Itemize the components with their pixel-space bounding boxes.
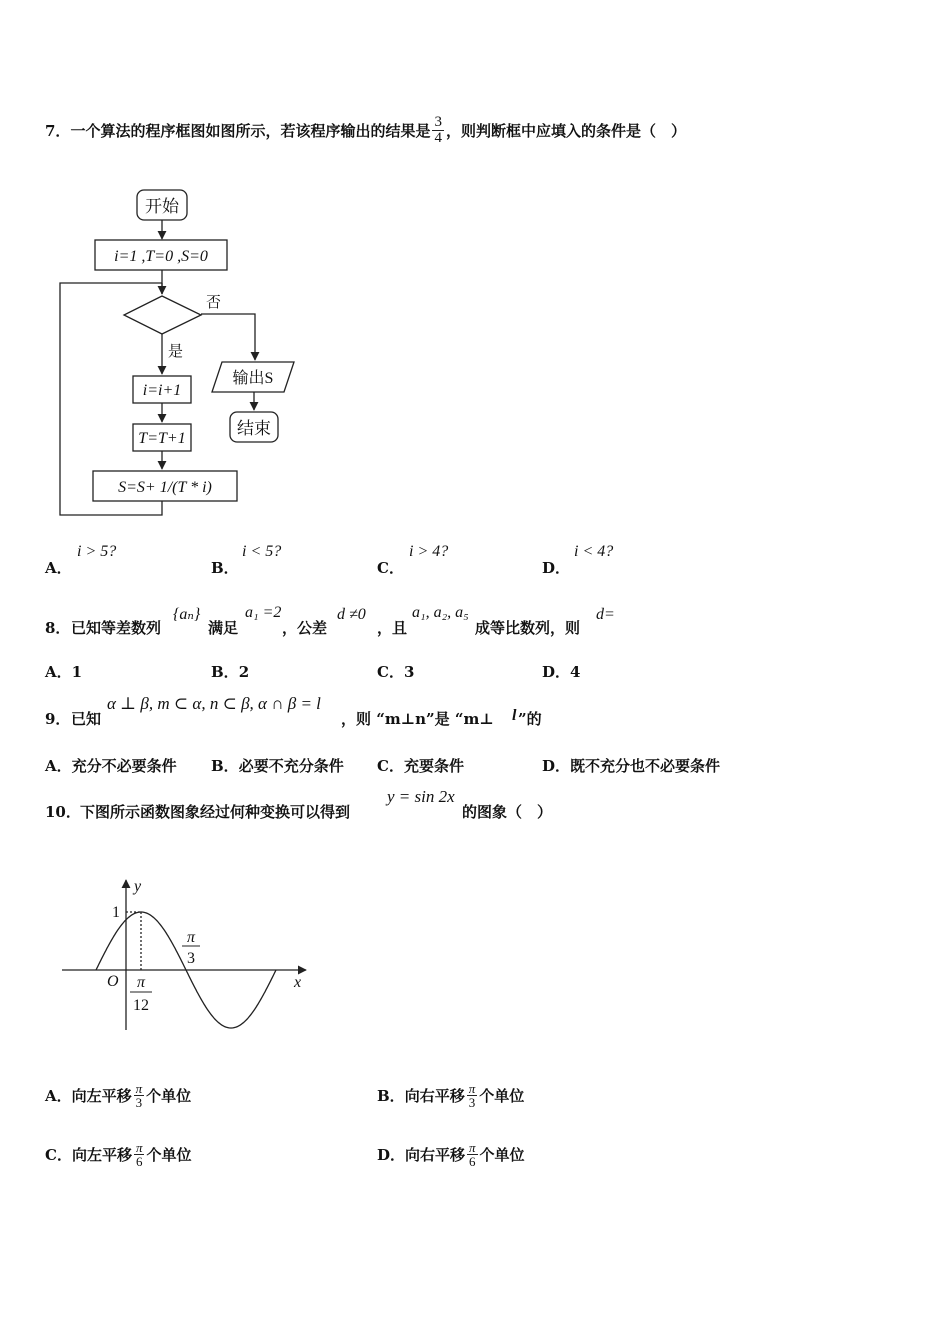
q10-option-b-den: 3	[468, 1095, 476, 1110]
q7-option-d-label: D．	[542, 559, 571, 577]
q10-text-1: 下图所示函数图象经过何种变换可以得到	[80, 803, 351, 821]
q8-text-4: ，且	[377, 619, 408, 637]
q8-condition-1: a₁ =2	[245, 604, 282, 621]
tick-one-label: 1	[112, 904, 120, 921]
q10-option-a-pre: 向左平移	[71, 1087, 132, 1105]
q8-option-a-label: A．	[45, 663, 72, 681]
q10-option-a-den: 3	[135, 1095, 143, 1110]
q9-option-d-text: 既不充分也不必要条件	[570, 757, 721, 775]
q9-number: 9．	[45, 710, 71, 728]
q8-text-1: 已知等差数列	[71, 619, 162, 637]
q10-option-a-fraction	[134, 1082, 145, 1109]
q10-option-d-fraction	[467, 1141, 478, 1168]
flow-output-label: 输出S	[232, 370, 274, 387]
q8-number: 8．	[45, 619, 71, 637]
q10-option-c-label: C．	[45, 1146, 72, 1164]
q8-ask: d=	[596, 606, 615, 623]
q8-option-c-text: 3	[403, 663, 415, 681]
q10-option-b-pre: 向右平移	[404, 1087, 465, 1105]
flow-init-label: i=1 ,T=0 ,S=0	[114, 248, 208, 265]
q7-number: 7．	[45, 121, 71, 140]
flow-yes-label: 是	[168, 344, 184, 360]
flow-start-label: 开始	[145, 197, 179, 216]
q10-option-b-fraction	[467, 1082, 478, 1109]
q10-option-d[interactable]	[377, 1141, 525, 1168]
tick-pi-3-denominator: 3	[187, 950, 195, 967]
q8-option-a[interactable]	[45, 661, 82, 682]
q7-frac-num: 3	[434, 113, 442, 130]
q7-frac-den: 4	[434, 129, 442, 146]
q7-option-b-label: B．	[211, 559, 239, 577]
q7-text-a: 一个算法的程序框图如图所示，若该程序输出的结果是	[70, 121, 431, 140]
q7-text-b: ，则判断框中应填入的条件是（ ）	[445, 121, 686, 140]
q8-option-c-label: C．	[377, 663, 404, 681]
q9-option-d-label: D．	[542, 757, 571, 775]
q8-text-2: 满足	[208, 619, 239, 637]
q8-option-d-text: 4	[570, 663, 581, 681]
q10-option-b-label: B．	[377, 1087, 405, 1105]
q10-option-c-fraction	[134, 1141, 145, 1168]
tick-pi-3-numerator: π	[186, 929, 196, 946]
q7-option-d-expr: i < 4?	[574, 543, 614, 560]
q9-option-d[interactable]	[542, 755, 720, 776]
q10-option-a-post: 个单位	[146, 1087, 192, 1105]
origin-label: O	[107, 973, 119, 990]
q8-option-c[interactable]	[377, 661, 414, 682]
q10-option-a-label: A．	[45, 1087, 72, 1105]
q9-option-c[interactable]	[377, 755, 464, 776]
q7-flowchart	[0, 0, 950, 560]
q9-text-1: 已知	[71, 710, 102, 728]
sine-curve	[96, 912, 276, 1028]
flow-step1-label: i=i+1	[142, 382, 182, 399]
flow-decision-diamond	[124, 296, 201, 334]
q7-option-b-expr: i < 5?	[242, 543, 282, 560]
q9-text-2: ，则 “m⊥n”是 “m⊥	[341, 710, 494, 728]
q8-option-b-text: 2	[238, 663, 250, 681]
q10-number: 10．	[45, 803, 81, 821]
q9-option-b[interactable]	[211, 755, 344, 776]
q8-text-3: ，公差	[282, 619, 328, 637]
tick-pi-12-numerator: π	[136, 974, 146, 991]
q9-condition: α ⊥ β, m ⊂ α, n ⊂ β, α ∩ β = l	[107, 694, 321, 713]
q10-option-c-den: 6	[135, 1154, 143, 1169]
q7-option-a-label: A．	[45, 559, 72, 577]
q8-option-b[interactable]	[211, 661, 249, 682]
q8-option-a-text: 1	[71, 663, 83, 681]
flow-step3-label: S=S+ 1/(T * i)	[118, 479, 212, 496]
q9-option-b-text: 必要不充分条件	[238, 757, 344, 775]
tick-pi-12-denominator: 12	[133, 997, 149, 1014]
q10-option-c-post: 个单位	[146, 1146, 192, 1164]
q10-option-d-post: 个单位	[479, 1146, 525, 1164]
q8-stem	[45, 604, 745, 640]
flow-step2-label: T=T+1	[138, 430, 186, 447]
q8-option-d-label: D．	[542, 663, 571, 681]
q8-text-5: 成等比数列，则	[475, 619, 581, 637]
q7-option-c-label: C．	[377, 559, 404, 577]
q8-condition-2: d ≠0	[337, 606, 366, 623]
q10-option-d-pre: 向右平移	[405, 1146, 466, 1164]
q10-option-b[interactable]	[377, 1082, 524, 1109]
q10-option-b-num: π	[468, 1081, 476, 1096]
q8-option-d[interactable]	[542, 661, 580, 682]
q8-condition-3: a₁, a₂, a₅	[412, 604, 469, 621]
q9-option-a-text: 充分不必要条件	[71, 757, 177, 775]
q10-option-c-num: π	[135, 1140, 143, 1155]
y-axis-label: y	[134, 878, 142, 895]
q10-stem	[45, 787, 745, 823]
q8-sequence: {aₙ}	[173, 606, 201, 623]
q9-l: l	[512, 707, 517, 724]
q9-option-c-label: C．	[377, 757, 404, 775]
q9-stem	[45, 694, 745, 730]
q10-option-a-num: π	[135, 1081, 143, 1096]
q9-text-3: ”的	[518, 710, 542, 728]
q10-text-2: 的图象（ ）	[462, 803, 553, 821]
flow-no-label: 否	[206, 295, 222, 311]
q10-function: y = sin 2x	[387, 787, 455, 806]
q9-option-c-text: 充要条件	[403, 757, 464, 775]
q9-option-b-label: B．	[211, 757, 239, 775]
q10-option-a[interactable]	[45, 1082, 191, 1109]
q10-option-c[interactable]	[45, 1141, 192, 1168]
q7-option-c-expr: i > 4?	[409, 543, 449, 560]
q7-option-a-expr: i > 5?	[77, 543, 117, 560]
q10-option-d-num: π	[469, 1140, 476, 1155]
q10-option-d-label: D．	[377, 1146, 406, 1164]
q9-option-a-label: A．	[45, 757, 72, 775]
q10-option-d-den: 6	[469, 1154, 476, 1169]
q8-option-b-label: B．	[211, 663, 239, 681]
q9-option-a[interactable]	[45, 755, 177, 776]
flow-end-label: 结束	[237, 419, 271, 438]
x-axis-label: x	[294, 974, 302, 991]
q10-option-b-post: 个单位	[479, 1087, 525, 1105]
q10-option-c-pre: 向左平移	[71, 1146, 132, 1164]
